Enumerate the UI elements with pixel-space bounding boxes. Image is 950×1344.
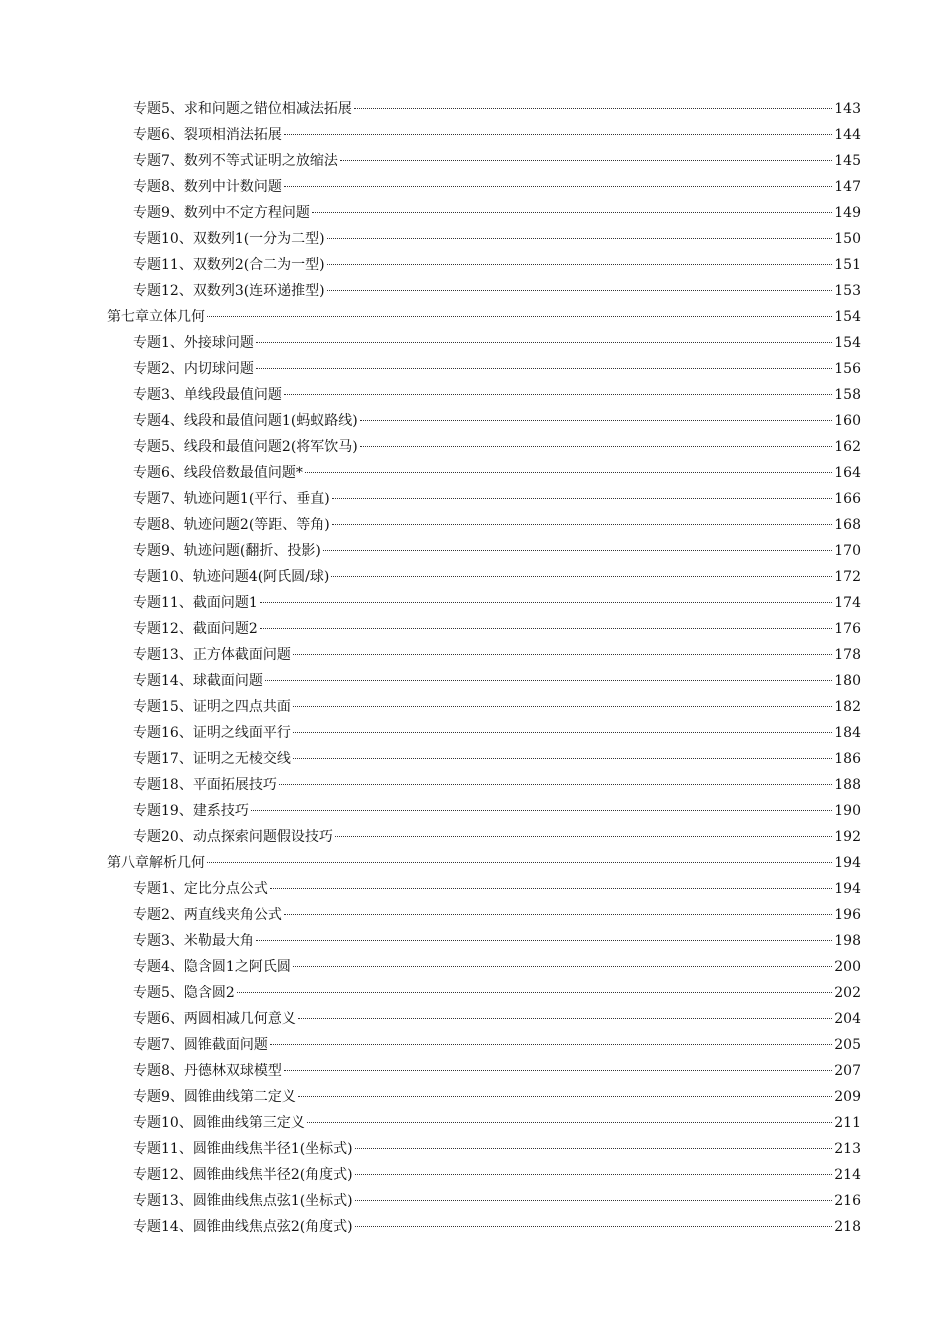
toc-dot-leader xyxy=(279,784,832,785)
toc-page-number: 180 xyxy=(834,673,861,689)
toc-entry-title: 专题8、数列中计数问题 xyxy=(133,179,282,195)
toc-page-number: 166 xyxy=(834,491,861,507)
toc-entry-title: 专题3、米勒最大角 xyxy=(133,933,254,949)
table-of-contents xyxy=(0,96,950,1240)
toc-section-entry[interactable] xyxy=(0,954,950,980)
toc-page-number: 192 xyxy=(834,829,861,845)
toc-section-entry[interactable] xyxy=(0,512,950,538)
toc-section-entry[interactable] xyxy=(0,1110,950,1136)
toc-entry-title: 专题14、圆锥曲线焦点弦2(角度式) xyxy=(133,1219,353,1235)
toc-section-entry[interactable] xyxy=(0,1032,950,1058)
toc-entry-title: 专题2、两直线夹角公式 xyxy=(133,907,282,923)
toc-section-entry[interactable] xyxy=(0,96,950,122)
toc-dot-leader xyxy=(335,836,832,837)
toc-entry-title: 专题1、定比分点公式 xyxy=(133,881,268,897)
toc-dot-leader xyxy=(207,862,832,863)
toc-dot-leader xyxy=(260,602,833,603)
toc-section-entry[interactable] xyxy=(0,460,950,486)
toc-section-entry[interactable] xyxy=(0,642,950,668)
toc-page-number: 204 xyxy=(834,1011,861,1027)
toc-dot-leader xyxy=(327,264,833,265)
toc-dot-leader xyxy=(312,212,832,213)
toc-dot-leader xyxy=(207,316,832,317)
toc-entry-title: 专题7、轨迹问题1(平行、垂直) xyxy=(133,491,330,507)
toc-dot-leader xyxy=(251,810,832,811)
toc-entry-title: 专题8、丹德林双球模型 xyxy=(133,1063,282,1079)
toc-entry-title: 专题10、轨迹问题4(阿氏圆/球) xyxy=(133,569,330,585)
toc-section-entry[interactable] xyxy=(0,148,950,174)
toc-entry-title: 专题12、截面问题2 xyxy=(133,621,258,637)
toc-section-entry[interactable] xyxy=(0,668,950,694)
toc-section-entry[interactable] xyxy=(0,564,950,590)
toc-page-number: 150 xyxy=(834,231,861,247)
toc-section-entry[interactable] xyxy=(0,694,950,720)
toc-page-number: 154 xyxy=(834,309,861,325)
toc-section-entry[interactable] xyxy=(0,824,950,850)
toc-page-number: 186 xyxy=(834,751,861,767)
toc-section-entry[interactable] xyxy=(0,200,950,226)
toc-section-entry[interactable] xyxy=(0,174,950,200)
toc-dot-leader xyxy=(270,1044,832,1045)
toc-page-number: 149 xyxy=(834,205,861,221)
toc-page-number: 213 xyxy=(834,1141,861,1157)
toc-dot-leader xyxy=(284,1070,832,1071)
toc-dot-leader xyxy=(323,550,832,551)
toc-page-number: 174 xyxy=(834,595,861,611)
toc-page-number: 218 xyxy=(834,1219,861,1235)
toc-section-entry[interactable] xyxy=(0,1188,950,1214)
toc-page-number: 176 xyxy=(834,621,861,637)
toc-page-number: 202 xyxy=(834,985,861,1001)
toc-page-number: 182 xyxy=(834,699,861,715)
toc-entry-title: 专题4、线段和最值问题1(蚂蚁路线) xyxy=(133,413,358,429)
toc-dot-leader xyxy=(298,1096,832,1097)
toc-dot-leader xyxy=(237,992,832,993)
toc-dot-leader xyxy=(293,706,832,707)
toc-section-entry[interactable] xyxy=(0,616,950,642)
toc-entry-title: 专题19、建系技巧 xyxy=(133,803,249,819)
toc-page-number: 143 xyxy=(834,101,861,117)
toc-page-number: 178 xyxy=(834,647,861,663)
toc-dot-leader xyxy=(360,420,833,421)
toc-entry-title: 专题6、线段倍数最值问题* xyxy=(133,465,303,481)
toc-section-entry[interactable] xyxy=(0,1058,950,1084)
toc-entry-title: 专题7、圆锥截面问题 xyxy=(133,1037,268,1053)
toc-dot-leader xyxy=(355,1200,833,1201)
toc-section-entry[interactable] xyxy=(0,1162,950,1188)
toc-page-number: 158 xyxy=(834,387,861,403)
toc-page-number: 194 xyxy=(834,855,861,871)
toc-page-number: 196 xyxy=(834,907,861,923)
toc-page-number: 184 xyxy=(834,725,861,741)
toc-entry-title: 专题18、平面拓展技巧 xyxy=(133,777,277,793)
toc-page-number: 172 xyxy=(834,569,861,585)
toc-page-number: 156 xyxy=(834,361,861,377)
toc-section-entry[interactable] xyxy=(0,408,950,434)
toc-section-entry[interactable] xyxy=(0,356,950,382)
toc-entry-title: 专题6、两圆相减几何意义 xyxy=(133,1011,296,1027)
toc-dot-leader xyxy=(270,888,832,889)
toc-section-entry[interactable] xyxy=(0,1214,950,1240)
toc-page-number: 153 xyxy=(834,283,861,299)
toc-page-number: 160 xyxy=(834,413,861,429)
toc-dot-leader xyxy=(284,186,832,187)
toc-page-number: 147 xyxy=(834,179,861,195)
toc-entry-title: 专题6、裂项相消法拓展 xyxy=(133,127,282,143)
toc-entry-title: 专题16、证明之线面平行 xyxy=(133,725,291,741)
toc-page-number: 164 xyxy=(834,465,861,481)
toc-dot-leader xyxy=(305,472,832,473)
toc-entry-title: 第八章解析几何 xyxy=(107,855,205,871)
toc-page-number: 168 xyxy=(834,517,861,533)
toc-entry-title: 专题12、双数列3(连环递推型) xyxy=(133,283,325,299)
toc-entry-title: 专题14、球截面问题 xyxy=(133,673,263,689)
toc-entry-title: 专题4、隐含圆1之阿氏圆 xyxy=(133,959,291,975)
toc-entry-title: 专题12、圆锥曲线焦半径2(角度式) xyxy=(133,1167,353,1183)
toc-section-entry[interactable] xyxy=(0,902,950,928)
toc-chapter-entry[interactable] xyxy=(0,304,950,330)
toc-dot-leader xyxy=(355,1148,833,1149)
toc-dot-leader xyxy=(256,940,832,941)
toc-entry-title: 专题5、线段和最值问题2(将军饮马) xyxy=(133,439,358,455)
toc-section-entry[interactable] xyxy=(0,1006,950,1032)
toc-entry-title: 专题15、证明之四点共面 xyxy=(133,699,291,715)
toc-entry-title: 专题5、隐含圆2 xyxy=(133,985,235,1001)
toc-section-entry[interactable] xyxy=(0,1084,950,1110)
toc-section-entry[interactable] xyxy=(0,1136,950,1162)
toc-section-entry[interactable] xyxy=(0,746,950,772)
toc-dot-leader xyxy=(284,394,832,395)
toc-entry-title: 专题13、正方体截面问题 xyxy=(133,647,291,663)
toc-section-entry[interactable] xyxy=(0,226,950,252)
toc-dot-leader xyxy=(340,160,832,161)
toc-page-number: 211 xyxy=(834,1115,861,1131)
toc-page-number: 214 xyxy=(834,1167,861,1183)
toc-entry-title: 专题3、单线段最值问题 xyxy=(133,387,282,403)
toc-page-number: 144 xyxy=(834,127,861,143)
toc-entry-title: 第七章立体几何 xyxy=(107,309,205,325)
toc-section-entry[interactable] xyxy=(0,278,950,304)
toc-entry-title: 专题9、圆锥曲线第二定义 xyxy=(133,1089,296,1105)
toc-dot-leader xyxy=(327,238,833,239)
toc-dot-leader xyxy=(256,368,832,369)
toc-entry-title: 专题1、外接球问题 xyxy=(133,335,254,351)
toc-dot-leader xyxy=(355,1174,833,1175)
toc-dot-leader xyxy=(355,1226,833,1227)
toc-entry-title: 专题10、圆锥曲线第三定义 xyxy=(133,1115,305,1131)
toc-page-number: 170 xyxy=(834,543,861,559)
toc-page-number: 207 xyxy=(834,1063,861,1079)
toc-page-number: 200 xyxy=(834,959,861,975)
toc-entry-title: 专题8、轨迹问题2(等距、等角) xyxy=(133,517,330,533)
toc-page-number: 162 xyxy=(834,439,861,455)
toc-dot-leader xyxy=(332,498,833,499)
toc-section-entry[interactable] xyxy=(0,486,950,512)
toc-entry-title: 专题7、数列不等式证明之放缩法 xyxy=(133,153,338,169)
toc-section-entry[interactable] xyxy=(0,382,950,408)
toc-dot-leader xyxy=(265,680,832,681)
toc-entry-title: 专题20、动点探索问题假设技巧 xyxy=(133,829,333,845)
toc-section-entry[interactable] xyxy=(0,928,950,954)
toc-section-entry[interactable] xyxy=(0,252,950,278)
toc-entry-title: 专题17、证明之无棱交线 xyxy=(133,751,291,767)
toc-section-entry[interactable] xyxy=(0,772,950,798)
toc-dot-leader xyxy=(332,524,833,525)
toc-dot-leader xyxy=(293,966,832,967)
toc-dot-leader xyxy=(293,654,832,655)
toc-page-number: 154 xyxy=(834,335,861,351)
toc-entry-title: 专题11、截面问题1 xyxy=(133,595,258,611)
toc-page-number: 188 xyxy=(834,777,861,793)
toc-page-number: 205 xyxy=(834,1037,861,1053)
toc-entry-title: 专题2、内切球问题 xyxy=(133,361,254,377)
toc-entry-title: 专题9、轨迹问题(翻折、投影) xyxy=(133,543,321,559)
toc-page-number: 209 xyxy=(834,1089,861,1105)
toc-dot-leader xyxy=(256,342,832,343)
toc-section-entry[interactable] xyxy=(0,590,950,616)
toc-dot-leader xyxy=(293,732,832,733)
toc-dot-leader xyxy=(354,108,832,109)
toc-dot-leader xyxy=(327,290,833,291)
toc-section-entry[interactable] xyxy=(0,980,950,1006)
toc-entry-title: 专题5、求和问题之错位相减法拓展 xyxy=(133,101,352,117)
toc-section-entry[interactable] xyxy=(0,876,950,902)
toc-entry-title: 专题13、圆锥曲线焦点弦1(坐标式) xyxy=(133,1193,353,1209)
toc-section-entry[interactable] xyxy=(0,538,950,564)
toc-section-entry[interactable] xyxy=(0,330,950,356)
toc-dot-leader xyxy=(331,576,832,577)
toc-page-number: 151 xyxy=(834,257,861,273)
toc-entry-title: 专题9、数列中不定方程问题 xyxy=(133,205,310,221)
toc-page-number: 198 xyxy=(834,933,861,949)
toc-entry-title: 专题11、圆锥曲线焦半径1(坐标式) xyxy=(133,1141,353,1157)
toc-dot-leader xyxy=(260,628,833,629)
toc-page-number: 145 xyxy=(834,153,861,169)
toc-dot-leader xyxy=(284,134,832,135)
toc-entry-title: 专题11、双数列2(合二为一型) xyxy=(133,257,325,273)
toc-section-entry[interactable] xyxy=(0,122,950,148)
toc-chapter-entry[interactable] xyxy=(0,850,950,876)
toc-page-number: 194 xyxy=(834,881,861,897)
toc-page-number: 216 xyxy=(834,1193,861,1209)
toc-dot-leader xyxy=(298,1018,832,1019)
toc-section-entry[interactable] xyxy=(0,720,950,746)
toc-dot-leader xyxy=(307,1122,832,1123)
toc-page-number: 190 xyxy=(834,803,861,819)
toc-entry-title: 专题10、双数列1(一分为二型) xyxy=(133,231,325,247)
toc-section-entry[interactable] xyxy=(0,434,950,460)
toc-section-entry[interactable] xyxy=(0,798,950,824)
toc-dot-leader xyxy=(293,758,832,759)
toc-dot-leader xyxy=(360,446,833,447)
toc-dot-leader xyxy=(284,914,832,915)
